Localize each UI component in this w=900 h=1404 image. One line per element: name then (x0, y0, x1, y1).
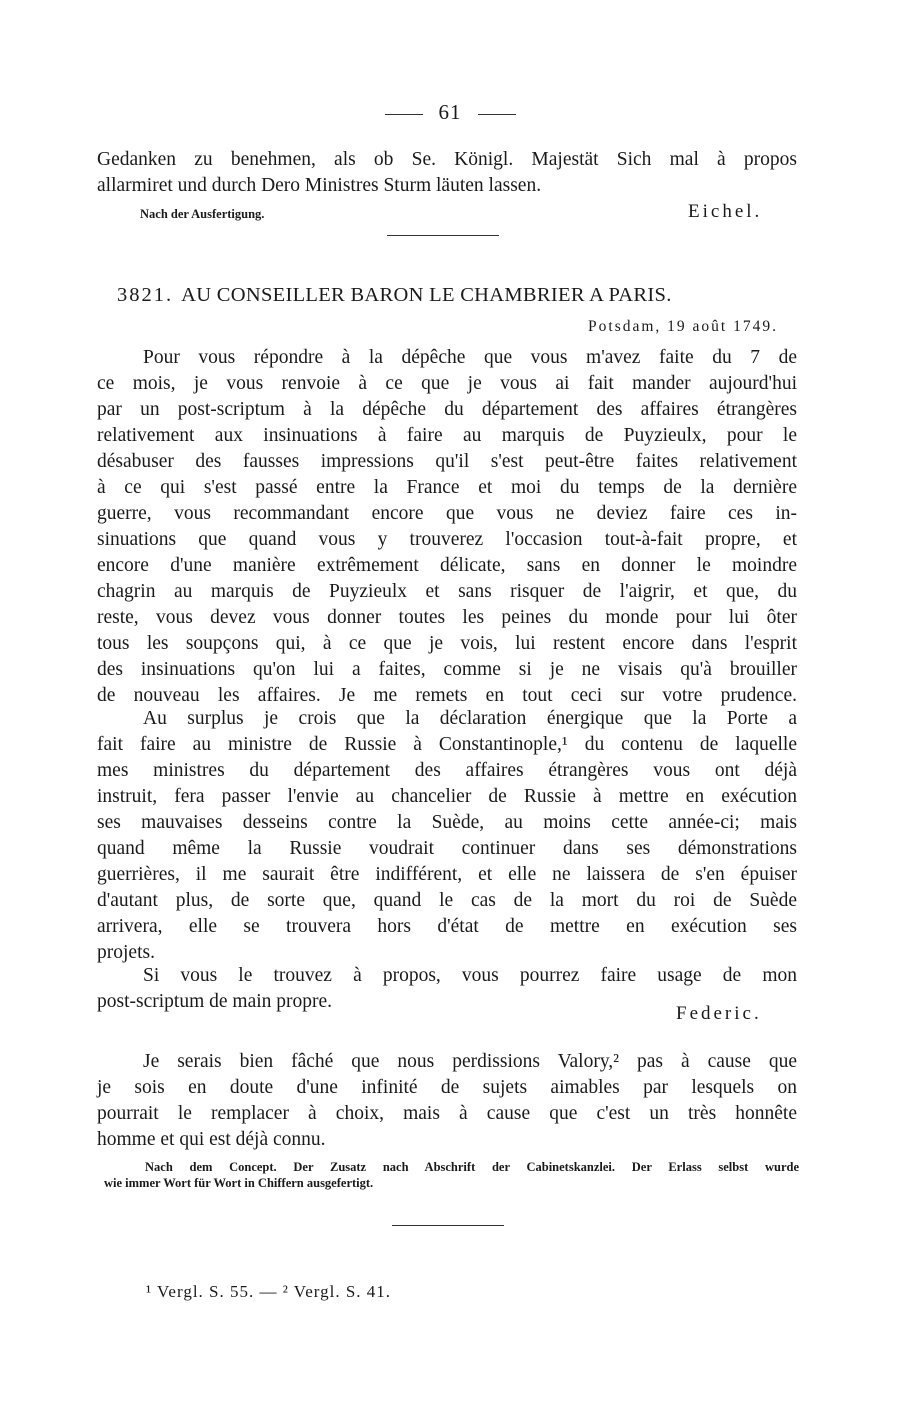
section-divider (392, 1225, 504, 1226)
letter-title: AU CONSEILLER BARON LE CHAMBRIER A PARIS. (181, 284, 672, 306)
body-line: des insinuations qu'on lui a faites, comme si je ne visais qu'à brouiller (97, 659, 797, 680)
source-note-line: wie immer Wort für Wort in Chiffern ausgefertigt. (104, 1176, 374, 1190)
postscript-line: Je serais bien fâché que nous perdissions Valory,² pas à cause que (143, 1051, 797, 1072)
body-line: projets. (97, 942, 155, 963)
body-line: fait faire au ministre de Russie à Constantinople,¹ du contenu de laquelle (97, 734, 797, 755)
body-line: guerrières, il me saurait être indifférent, et elle ne laissera de s'en épuiser (97, 864, 797, 885)
footnotes: ¹ Vergl. S. 55. — ² Vergl. S. 41. (146, 1282, 392, 1301)
body-line: post-scriptum de main propre. (97, 991, 333, 1012)
page-number: 61 (438, 100, 462, 124)
body-line: ce mois, je vous renvoie à ce que je vous ai fait mander aujourd'hui (97, 373, 797, 394)
body-line: Si vous le trouvez à propos, vous pourrez faire usage de mon (143, 965, 797, 986)
dash-left (385, 114, 423, 115)
body-line: mes ministres du département des affaires étrangères vous ont déjà (97, 760, 797, 781)
source-note: Nach der Ausfertigung. (140, 207, 265, 221)
body-line: d'autant plus, de sorte que, quand le cas de la mort du roi de Suède (97, 890, 797, 911)
dash-right (478, 114, 516, 115)
body-line: chagrin au marquis de Puyzieulx et sans risquer de l'aigrir, et que, du (97, 581, 797, 602)
letter-heading (117, 284, 777, 307)
source-note-line: Nach dem Concept. Der Zusatz nach Abschrift der Cabinetskanzlei. Der Erlass selbst wurde (145, 1160, 799, 1174)
body-line: ses mauvaises desseins contre la Suède, au moins cette année-ci; mais (97, 812, 797, 833)
body-line: relativement aux insinuations à faire au marquis de Puyzieulx, pour le (97, 425, 797, 446)
postscript-line: je sois en doute d'une infinité de sujets aimables par lesquels on (97, 1077, 797, 1098)
body-line: Au surplus je crois que la déclaration énergique que la Porte a (143, 708, 797, 729)
page-number-line (0, 100, 900, 125)
body-line: guerre, vous recommandant encore que vous ne deviez faire ces in- (97, 503, 797, 524)
continuation-line: Gedanken zu benehmen, als ob Se. Königl. Majestät Sich mal à propos (97, 149, 797, 170)
body-line: sinuations que quand vous y trouverez l'occasion tout-à-fait propre, et (97, 529, 797, 550)
body-line: Pour vous répondre à la dépêche que vous m'avez faite du 7 de (143, 347, 797, 368)
body-line: encore d'une manière extrêmement délicate, sans en donner le moindre (97, 555, 797, 576)
continuation-line: allarmiret und durch Dero Ministres Sturm läuten lassen. (97, 175, 542, 196)
body-line: reste, vous devez vous donner toutes les peines du monde pour lui ôter (97, 607, 797, 628)
body-line: de nouveau les affaires. Je me remets en tout ceci sur votre prudence. (97, 685, 797, 706)
body-line: à ce qui s'est passé entre la France et moi du temps de la dernière (97, 477, 797, 498)
body-line: arrivera, elle se trouvera hors d'état de mettre en exécution ses (97, 916, 797, 937)
body-line: instruit, fera passer l'envie au chancelier de Russie à mettre en exécution (97, 786, 797, 807)
body-line: quand même la Russie voudrait continuer dans ses démonstrations (97, 838, 797, 859)
postscript-line: homme et qui est déjà connu. (97, 1129, 326, 1150)
letter-number: 3821. (117, 284, 174, 306)
postscript-line: pourrait le remplacer à choix, mais à cause que c'est un très honnête (97, 1103, 797, 1124)
body-line: par un post-scriptum à la dépêche du département des affaires étrangères (97, 399, 797, 420)
dateline: Potsdam, 19 août 1749. (588, 318, 778, 335)
signature-federic: Federic. (676, 1003, 762, 1024)
section-divider (387, 235, 499, 236)
signature-eichel: Eichel. (688, 201, 763, 222)
body-line: tous les soupçons qui, à ce que je vois, lui restent encore dans l'esprit (97, 633, 797, 654)
body-line: désabuser des fausses impressions qu'il s'est peut-être faites relativement (97, 451, 797, 472)
